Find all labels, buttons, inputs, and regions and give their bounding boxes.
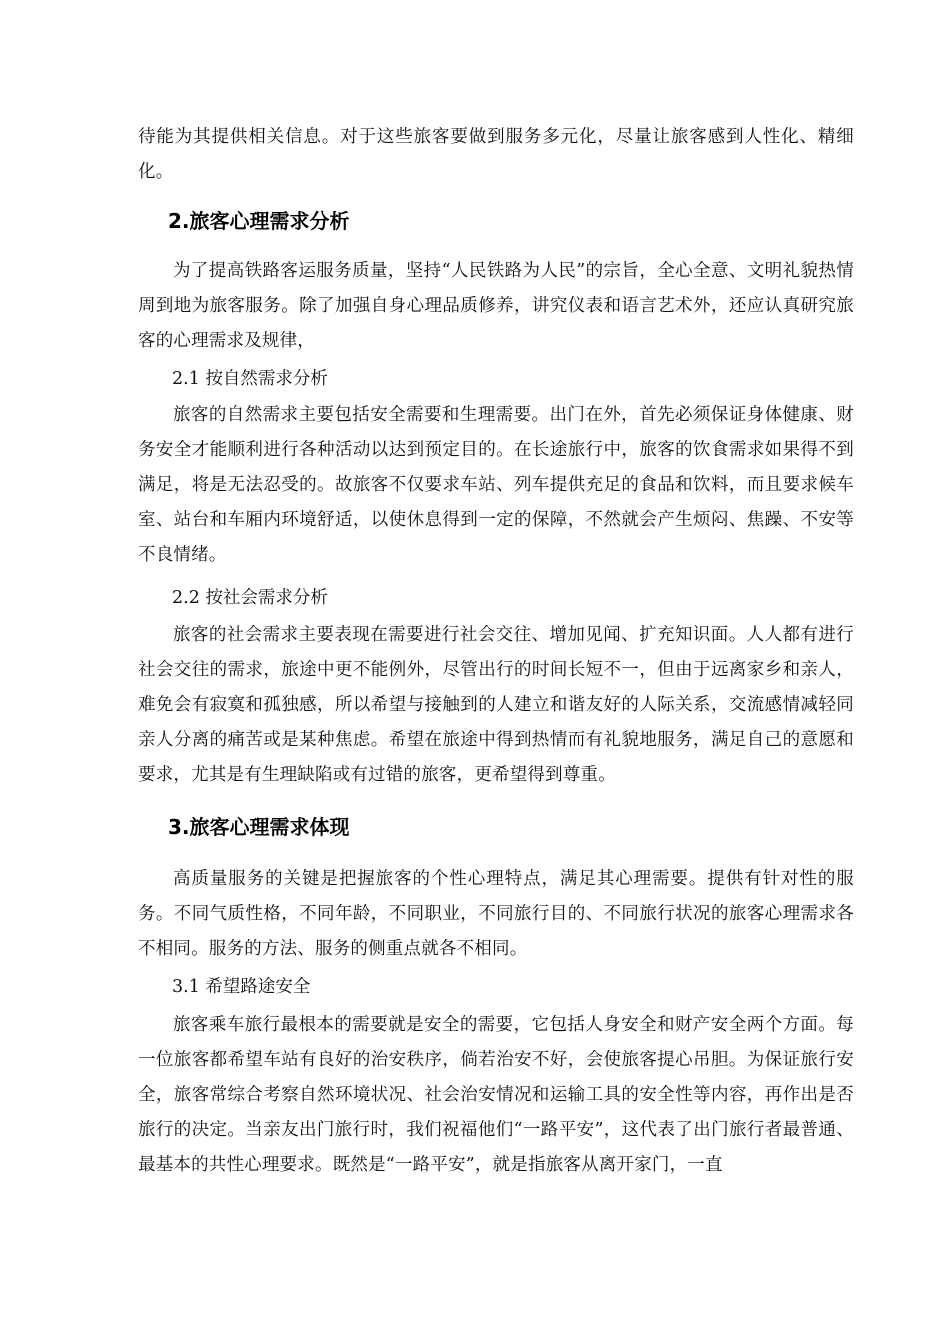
paragraph-text: 旅客的社会需求主要表现在需要进行社会交往、增加见闻、扩充知识面。人人都有进行社会交往的需求，旅途中更不能例外，尽管出行的时间长短不一，但由于远离家乡和亲人，难免会有寂寞和孤独感，所以希望与接触到的人建立和谐友好的人际关系，交流感情减轻同亲人分离的痛苦或是某种焦虑。希望在旅途中得到热情而有礼貌地服务，满足自己的意愿和要求，尤其是有生理缺陷或有过错的旅客，更希望得到尊重。 — [138, 625, 854, 785]
subheading-3-1: 3.1 希望路途安全 — [172, 977, 311, 997]
paragraph-intro-2 — [138, 254, 854, 359]
paragraph-social-needs — [138, 618, 854, 793]
paragraph-safety — [138, 1008, 854, 1183]
paragraph-natural-needs — [138, 398, 854, 573]
paragraph-text: 高质量服务的关键是把握旅客的个性心理特点，满足其心理需要。提供有针对性的服务。不同气质性格，不同年龄，不同职业，不同旅行目的、不同旅行状况的旅客心理需求各不相同。服务的方法、服务的侧重点就各不相同。 — [138, 869, 854, 959]
paragraph-text: 待能为其提供相关信息。对于这些旅客要做到服务多元化，尽量让旅客感到人性化、精细化。 — [138, 127, 854, 182]
subheading-2-1: 2.1 按自然需求分析 — [172, 369, 328, 389]
paragraph-continuation — [138, 120, 854, 190]
paragraph-intro-3 — [138, 862, 854, 967]
section-heading-2: 2.旅客心理需求分析 — [168, 209, 350, 233]
subheading-2-2: 2.2 按社会需求分析 — [172, 588, 328, 608]
paragraph-text: 为了提高铁路客运服务质量，坚持“人民铁路为人民”的宗旨，全心全意、文明礼貌热情周到地为旅客服务。除了加强自身心理品质修养，讲究仪表和语言艺术外，还应认真研究旅客的心理需求及规律， — [138, 261, 854, 351]
section-heading-3: 3.旅客心理需求体现 — [168, 815, 350, 839]
paragraph-text: 旅客乘车旅行最根本的需要就是安全的需要，它包括人身安全和财产安全两个方面。每一位旅客都希望车站有良好的治安秩序，倘若治安不好，会使旅客提心吊胆。为保证旅行安全，旅客常综合考察自然环境状况、社会治安情况和运输工具的安全性等内容，再作出是否旅行的决定。当亲友出门旅行时，我们祝福他们“一路平安”，这代表了出门旅行者最普通、最基本的共性心理要求。既然是“一路平安”，就是指旅客从离开家门，一直 — [138, 1015, 854, 1175]
paragraph-text: 旅客的自然需求主要包括安全需要和生理需要。出门在外，首先必须保证身体健康、财务安全才能顺利进行各种活动以达到预定目的。在长途旅行中，旅客的饮食需求如果得不到满足，将是无法忍受的。故旅客不仅要求车站、列车提供充足的食品和饮料，而且要求候车室、站台和车厢内环境舒适，以使休息得到一定的保障，不然就会产生烦闷、焦躁、不安等不良情绪。 — [138, 405, 854, 565]
